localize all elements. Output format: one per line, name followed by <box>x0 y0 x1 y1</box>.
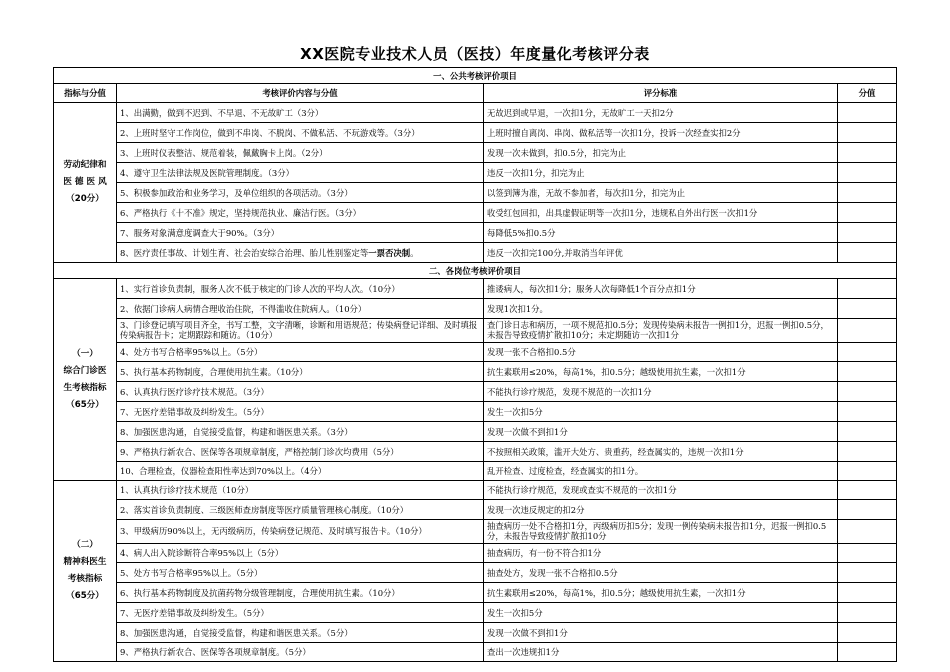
content-text: 9、严格执行新农合、医保等各项规章制度。（5分） <box>120 647 311 657</box>
criteria-content <box>117 319 484 343</box>
table-row <box>54 544 897 563</box>
score-cell[interactable] <box>838 623 897 643</box>
scoring-standard: 发现一次违反规定的扣2分 <box>484 500 838 520</box>
criteria-content <box>117 583 484 603</box>
criteria-content <box>117 163 484 183</box>
section-row-public <box>54 68 897 84</box>
content-text: 10、合理检查，仪器检查阳性率达到70%以上。（4分） <box>120 466 327 476</box>
scoring-standard: 每降低5%扣0.5分 <box>484 223 838 243</box>
category-psych-line: （二） <box>72 540 98 550</box>
score-cell[interactable] <box>838 462 897 481</box>
table-row <box>54 203 897 223</box>
category-labor <box>54 103 117 263</box>
score-cell[interactable] <box>838 362 897 382</box>
score-cell[interactable] <box>838 163 897 183</box>
content-text: 9、严格执行新农合、医保等各项规章制度，严格控制门诊次均费用（5分） <box>120 446 399 457</box>
scoring-standard: 发现1次扣1分。 <box>484 299 838 319</box>
content-text: 4、处方书写合格率95%以上。（5分） <box>120 347 263 357</box>
content-text: 2、落实首诊负责制度、三级医师查房制度等医疗质量管理核心制度。（10分） <box>120 504 409 515</box>
score-cell[interactable] <box>838 520 897 544</box>
score-cell[interactable] <box>838 544 897 563</box>
score-cell[interactable] <box>838 123 897 143</box>
category-labor-line: 医 德 医 风 <box>63 177 107 187</box>
scoring-standard: 无故迟到或早退，一次扣1分，无故旷工一天扣2分 <box>484 103 838 123</box>
score-cell[interactable] <box>838 422 897 442</box>
scoring-standard: 违反一次扣完100分,并取消当年评优 <box>484 243 838 263</box>
criteria-content <box>117 462 484 481</box>
table-row <box>54 223 897 243</box>
table-row <box>54 583 897 603</box>
criteria-content <box>117 243 484 263</box>
scoring-standard: 查出一次违规扣1分 <box>484 643 838 662</box>
content-text: 4、遵守卫生法律法规及医院管理制度。（3分） <box>120 167 294 178</box>
content-text: 4、病人出入院诊断符合率95%以上（5分） <box>120 548 284 558</box>
content-text: 5、处方书写合格率95%以上。（5分） <box>120 567 263 578</box>
table-row <box>54 279 897 299</box>
assessment-table <box>53 67 897 662</box>
score-cell[interactable] <box>838 223 897 243</box>
content-text: 8、加强医患沟通，自觉接受监督，构建和谐医患关系。（5分） <box>120 627 353 638</box>
scoring-standard: 推诿病人，每次扣1分；服务人次每降低1个百分点扣1分 <box>484 279 838 299</box>
scoring-standard: 以签到簿为准，无故不参加者，每次扣1分，扣完为止 <box>484 183 838 203</box>
score-cell[interactable] <box>838 382 897 402</box>
table-row <box>54 243 897 263</box>
criteria-content <box>117 603 484 623</box>
table-row <box>54 500 897 520</box>
score-cell[interactable] <box>838 442 897 462</box>
content-text: 5、执行基本药物制度，合理使用抗生素。（10分） <box>120 366 308 377</box>
content-text: 7、无医疗差错事故及纠纷发生。（5分） <box>120 607 269 618</box>
table-row <box>54 123 897 143</box>
scoring-standard: 查门诊日志和病历，一项不规范扣0.5分；发现传染病未报告一例扣1分，迟报一例扣0.5分，未报告导致疫情扩散扣10分；未定期随访一次扣1分 <box>484 319 838 343</box>
content-text: 5、积极参加政治和业务学习，及单位组织的各项活动。（3分） <box>120 187 353 198</box>
page-title: XX医院专业技术人员（医技）年度量化考核评分表 <box>300 45 650 63</box>
header-row <box>54 84 897 103</box>
criteria-content <box>117 103 484 123</box>
score-cell[interactable] <box>838 500 897 520</box>
table-row <box>54 382 897 402</box>
criteria-content <box>117 500 484 520</box>
content-text: 1、认真执行诊疗技术规范（10分） <box>120 485 254 495</box>
content-text: 8、加强医患沟通，自觉接受监督，构建和谐医患关系。（3分） <box>120 426 353 437</box>
category-clinic-line: （一） <box>72 348 98 359</box>
score-cell[interactable] <box>838 299 897 319</box>
score-cell[interactable] <box>838 183 897 203</box>
scoring-standard: 抽查处方，发现一张不合格扣0.5分 <box>484 563 838 583</box>
table-row <box>54 163 897 183</box>
section-post-label: 二、各岗位考核评价项目 <box>54 263 897 279</box>
table-row <box>54 319 897 343</box>
score-cell[interactable] <box>838 143 897 163</box>
table-row <box>54 299 897 319</box>
criteria-content <box>117 279 484 299</box>
table-row <box>54 603 897 623</box>
table-row <box>54 520 897 544</box>
scoring-standard: 抽查病历一处不合格扣1分，丙级病历扣5分；发现一例传染病未报告扣1分，迟报一例扣0.5分，未报告导致疫情扩散扣10分 <box>484 520 838 544</box>
scoring-standard: 抽查病历，有一份不符合扣1分 <box>484 544 838 563</box>
criteria-content <box>117 183 484 203</box>
section-public-label: 一、公共考核评价项目 <box>54 68 897 84</box>
content-text: 7、无医疗差错事故及纠纷发生。（5分） <box>120 406 269 417</box>
scoring-standard: 收受红包回扣，出具虚假证明等一次扣1分，违规私自外出行医一次扣1分 <box>484 203 838 223</box>
criteria-content <box>117 123 484 143</box>
score-cell[interactable] <box>838 481 897 500</box>
criteria-content <box>117 422 484 442</box>
criteria-content <box>117 299 484 319</box>
content-text: 3、甲级病历90%以上，无丙级病历，传染病登记规范、及时填写报告卡。（10分） <box>120 525 427 536</box>
scoring-standard: 上班时擅自离岗、串岗、做私活等一次扣1分，投诉一次经查实扣2分 <box>484 123 838 143</box>
scoring-standard: 发现一张不合格扣0.5分 <box>484 343 838 362</box>
content-text: 8、医疗责任事故、计划生育、社会治安综合治理、胎儿性别鉴定等 <box>120 247 369 258</box>
scoring-standard: 不按照相关政策，滥开大处方、贵重药，经查属实的，违规一次扣1分 <box>484 442 838 462</box>
criteria-content <box>117 402 484 422</box>
content-text: 3、门诊登记填写项目齐全，书写工整，文字清晰，诊断和用语规范；传染病登记详细、及时填报传染病报告卡；定期跟踪和随访。（10分） <box>120 320 478 340</box>
score-cell[interactable] <box>838 583 897 603</box>
criteria-content <box>117 623 484 643</box>
content-text: 6、认真执行医疗诊疗技术规范。（3分） <box>120 386 269 397</box>
table-row <box>54 563 897 583</box>
table-row <box>54 402 897 422</box>
score-cell[interactable] <box>838 319 897 343</box>
scoring-standard: 发现一次做不到扣1分 <box>484 623 838 643</box>
scoring-standard: 抗生素联用≤20%，每高1%，扣0.5分；越级使用抗生素，一次扣1分 <box>484 583 838 603</box>
criteria-content <box>117 343 484 362</box>
scoring-standard: 发生一次扣5分 <box>484 603 838 623</box>
table-row <box>54 481 897 500</box>
table-row <box>54 183 897 203</box>
table-row <box>54 422 897 442</box>
scoring-standard: 不能执行诊疗规范，发现或查实不规范的一次扣1分 <box>484 481 838 500</box>
category-psych-line: 考核指标 <box>67 574 103 584</box>
score-cell[interactable] <box>838 279 897 299</box>
criteria-content <box>117 362 484 382</box>
header-content: 考核评价内容与分值 <box>117 84 484 103</box>
category-clinic <box>54 279 117 481</box>
scoring-standard: 发生一次扣5分 <box>484 402 838 422</box>
content-text: 6、执行基本药物制度及抗菌药物分级管理制度，合理使用抗生素。（10分） <box>120 587 400 598</box>
category-clinic-line: 综合门诊医 <box>63 365 107 376</box>
score-cell[interactable] <box>838 563 897 583</box>
content-bold-text: 一票否决制 <box>368 247 411 258</box>
header-standard: 评分标准 <box>484 84 838 103</box>
score-cell[interactable] <box>838 402 897 422</box>
criteria-content <box>117 442 484 462</box>
content-text: 2、依据门诊病人病情合理收治住院，不得滥收住院病人。（10分） <box>120 303 367 314</box>
category-clinic-line: （65分） <box>66 399 104 410</box>
table-row <box>54 343 897 362</box>
content-text: 7、服务对象满意度调查大于90%。（3分） <box>120 227 280 238</box>
scoring-standard: 不能执行诊疗规范，发现不规范的一次扣1分 <box>484 382 838 402</box>
header-score: 分值 <box>838 84 897 103</box>
content-end-text: 。 <box>410 247 419 258</box>
scoring-standard: 发现一次做不到扣1分 <box>484 422 838 442</box>
scoring-standard: 乱开检查、过度检查，经查属实的扣1分。 <box>484 462 838 481</box>
content-text: 1、出满勤，做到不迟到、不早退、不无故旷工（3分） <box>120 107 324 118</box>
content-text: 1、实行首诊负责制，服务人次不低于核定的门诊人次的平均人次。（10分） <box>120 283 400 294</box>
criteria-content <box>117 563 484 583</box>
category-psych-line: 精神科医生 <box>63 557 107 567</box>
header-indicator: 指标与分值 <box>54 84 117 103</box>
criteria-content <box>117 643 484 662</box>
criteria-content <box>117 223 484 243</box>
criteria-content <box>117 382 484 402</box>
category-labor-line: （20分） <box>66 194 104 204</box>
score-cell[interactable] <box>838 603 897 623</box>
category-labor-line: 劳动纪律和 <box>63 160 107 170</box>
table-row <box>54 103 897 123</box>
criteria-content <box>117 544 484 563</box>
table-row <box>54 623 897 643</box>
content-text: 3、上班时仪表整洁、规范着装，佩戴胸卡上岗。（2分） <box>120 147 328 158</box>
score-cell[interactable] <box>838 343 897 362</box>
content-text: 6、严格执行《十不准》规定，坚持规范执业、廉洁行医。（3分） <box>120 207 361 218</box>
criteria-content <box>117 203 484 223</box>
table-row <box>54 143 897 163</box>
scoring-standard: 违反一次扣1分，扣完为止 <box>484 163 838 183</box>
category-psych <box>54 481 117 662</box>
content-text: 2、上班时坚守工作岗位，做到不串岗、不脱岗、不做私活、不玩游戏等。（3分） <box>120 127 420 138</box>
table-row <box>54 442 897 462</box>
criteria-content <box>117 520 484 544</box>
table-row <box>54 462 897 481</box>
score-cell[interactable] <box>838 643 897 662</box>
category-clinic-line: 生考核指标 <box>63 382 107 393</box>
scoring-standard: 抗生素联用≤20%，每高1%，扣0.5分；越级使用抗生素，一次扣1分 <box>484 362 838 382</box>
score-cell[interactable] <box>838 243 897 263</box>
criteria-content <box>117 481 484 500</box>
category-psych-line: （65分） <box>66 591 104 601</box>
scoring-standard: 发现一次未做到，扣0.5分，扣完为止 <box>484 143 838 163</box>
table-row <box>54 643 897 662</box>
section-row-post <box>54 263 897 279</box>
score-cell[interactable] <box>838 203 897 223</box>
table-row <box>54 362 897 382</box>
score-cell[interactable] <box>838 103 897 123</box>
criteria-content <box>117 143 484 163</box>
